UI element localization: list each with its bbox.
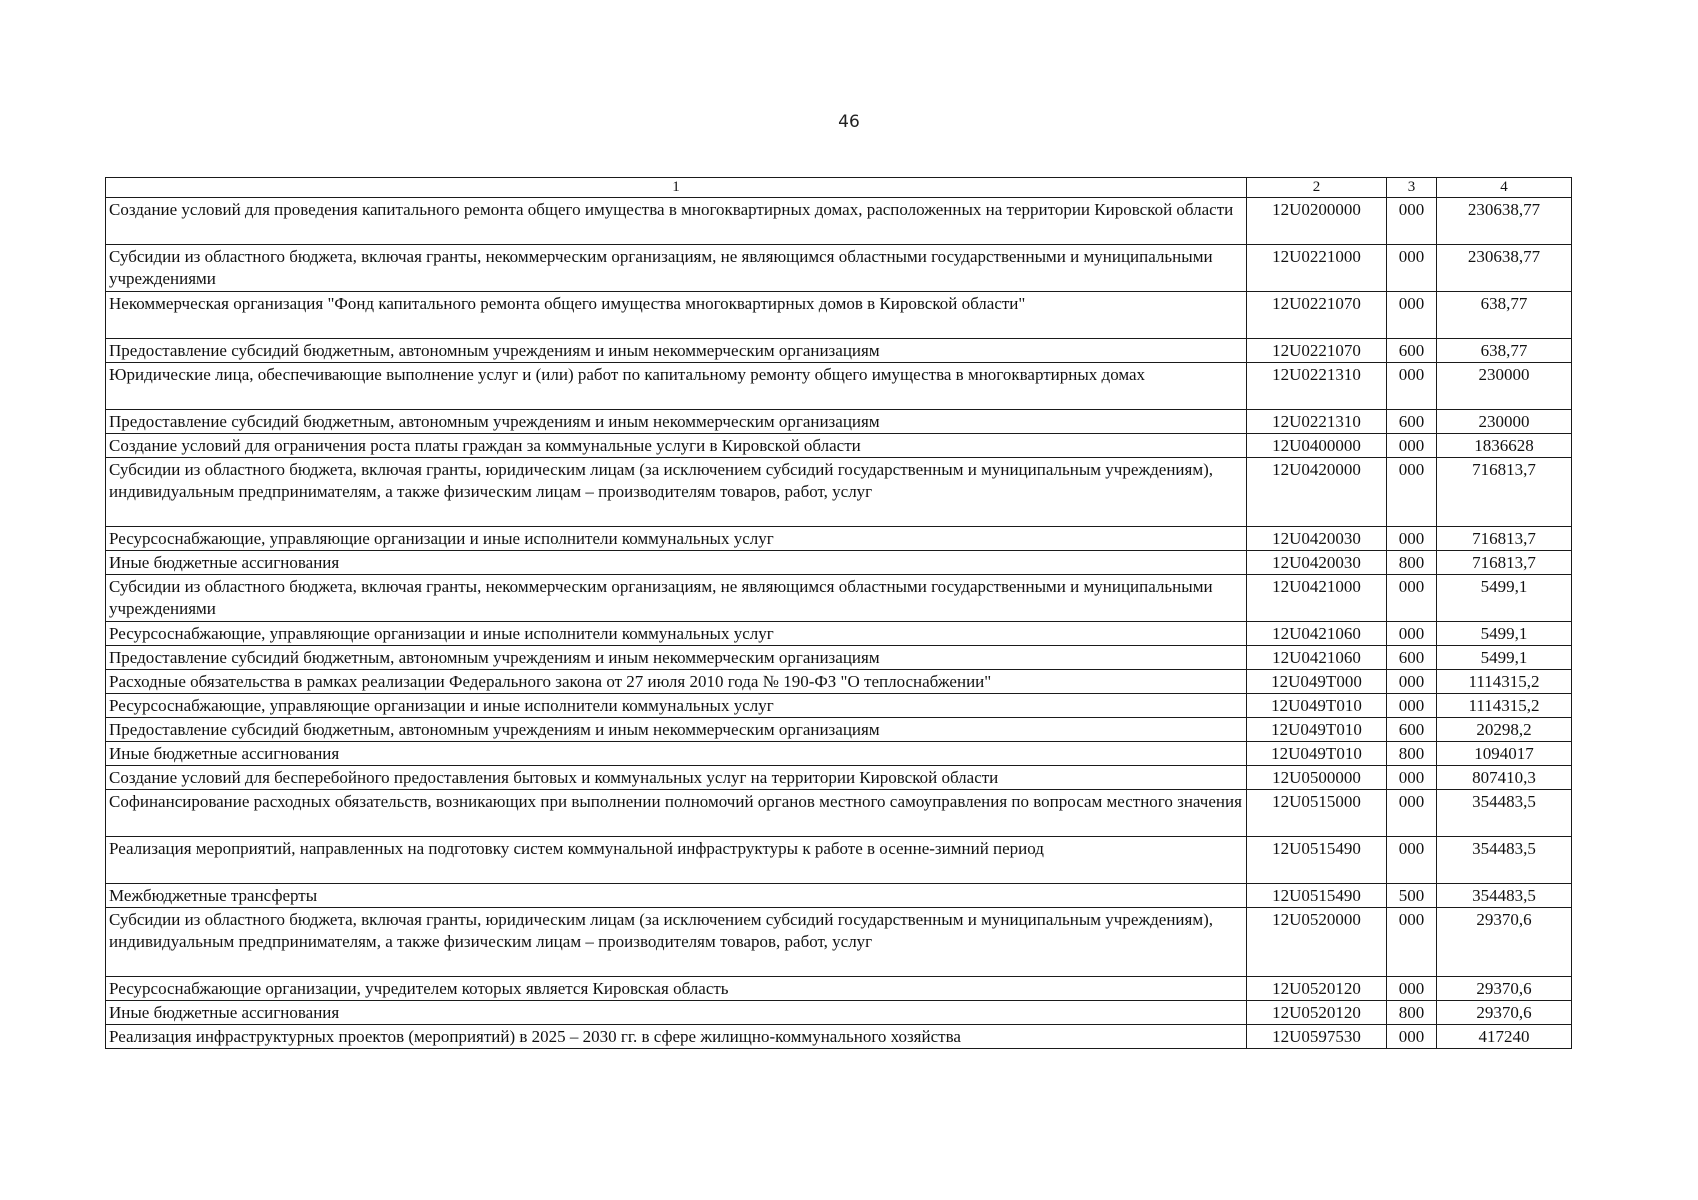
row-code: 12U0221070 (1247, 339, 1387, 363)
row-name: Межбюджетные трансферты (106, 884, 1247, 908)
table-row (106, 646, 1572, 670)
row-code: 12U0221070 (1247, 292, 1387, 339)
row-sum: 638,77 (1437, 292, 1572, 339)
row-code: 12U049T010 (1247, 718, 1387, 742)
row-expense-type: 000 (1387, 527, 1437, 551)
row-expense-type: 600 (1387, 646, 1437, 670)
table-row (106, 410, 1572, 434)
table-row (106, 527, 1572, 551)
row-sum: 29370,6 (1437, 977, 1572, 1001)
row-sum: 354483,5 (1437, 837, 1572, 884)
row-name: Ресурсоснабжающие, управляющие организации и иные исполнители коммунальных услуг (106, 622, 1247, 646)
table-row (106, 551, 1572, 575)
row-sum: 1836628 (1437, 434, 1572, 458)
row-expense-type: 000 (1387, 908, 1437, 977)
row-sum: 5499,1 (1437, 575, 1572, 622)
row-expense-type: 000 (1387, 790, 1437, 837)
row-code: 12U0420030 (1247, 551, 1387, 575)
table-row (106, 339, 1572, 363)
row-expense-type: 000 (1387, 694, 1437, 718)
row-sum: 638,77 (1437, 339, 1572, 363)
table-row (106, 670, 1572, 694)
table-row (106, 908, 1572, 977)
row-name: Софинансирование расходных обязательств, возникающих при выполнении полномочий органов местного самоуправления по вопросам местного значения (106, 790, 1247, 837)
row-name: Иные бюджетные ассигнования (106, 742, 1247, 766)
row-sum: 1114315,2 (1437, 694, 1572, 718)
row-code: 12U049T010 (1247, 694, 1387, 718)
row-code: 12U0221000 (1247, 245, 1387, 292)
table-row (106, 718, 1572, 742)
row-name: Предоставление субсидий бюджетным, автономным учреждениям и иным некоммерческим организациям (106, 718, 1247, 742)
header-row (106, 178, 1572, 198)
row-code: 12U049T000 (1247, 670, 1387, 694)
row-name: Предоставление субсидий бюджетным, автономным учреждениям и иным некоммерческим организациям (106, 646, 1247, 670)
row-sum: 230638,77 (1437, 198, 1572, 245)
row-name: Некоммерческая организация "Фонд капитального ремонта общего имущества многоквартирных домов в Кировской области" (106, 292, 1247, 339)
row-code: 12U0421060 (1247, 622, 1387, 646)
row-expense-type: 000 (1387, 977, 1437, 1001)
row-expense-type: 000 (1387, 434, 1437, 458)
table-row (106, 694, 1572, 718)
row-sum: 29370,6 (1437, 1001, 1572, 1025)
row-code: 12U0515490 (1247, 837, 1387, 884)
table-row (106, 977, 1572, 1001)
row-code: 12U0515490 (1247, 884, 1387, 908)
row-code: 12U0597530 (1247, 1025, 1387, 1049)
row-expense-type: 500 (1387, 884, 1437, 908)
row-name: Создание условий для проведения капитального ремонта общего имущества в многоквартирных домах, расположенных на территории Кировской области (106, 198, 1247, 245)
row-name: Создание условий для ограничения роста платы граждан за коммунальные услуги в Кировской области (106, 434, 1247, 458)
table-row (106, 198, 1572, 245)
row-name: Ресурсоснабжающие организации, учредителем которых является Кировская область (106, 977, 1247, 1001)
row-sum: 1094017 (1437, 742, 1572, 766)
row-code: 12U0400000 (1247, 434, 1387, 458)
table-row (106, 1025, 1572, 1049)
row-code: 12U0421060 (1247, 646, 1387, 670)
row-code: 12U0420030 (1247, 527, 1387, 551)
row-name: Ресурсоснабжающие, управляющие организации и иные исполнители коммунальных услуг (106, 694, 1247, 718)
row-sum: 807410,3 (1437, 766, 1572, 790)
row-code: 12U0520120 (1247, 977, 1387, 1001)
row-expense-type: 800 (1387, 1001, 1437, 1025)
row-code: 12U0520120 (1247, 1001, 1387, 1025)
page-number: 46 (838, 112, 860, 132)
table-row (106, 292, 1572, 339)
row-expense-type: 000 (1387, 245, 1437, 292)
row-sum: 20298,2 (1437, 718, 1572, 742)
row-name: Юридические лица, обеспечивающие выполнение услуг и (или) работ по капитальному ремонту общего имущества в многоквартирных домах (106, 363, 1247, 410)
row-name: Иные бюджетные ассигнования (106, 1001, 1247, 1025)
header-col-1: 1 (106, 178, 1247, 198)
row-sum: 5499,1 (1437, 622, 1572, 646)
table-row (106, 766, 1572, 790)
row-sum: 29370,6 (1437, 908, 1572, 977)
header-col-2: 2 (1247, 178, 1387, 198)
row-expense-type: 800 (1387, 742, 1437, 766)
row-expense-type: 000 (1387, 292, 1437, 339)
row-code: 12U0420000 (1247, 458, 1387, 527)
row-expense-type: 000 (1387, 198, 1437, 245)
row-sum: 230000 (1437, 410, 1572, 434)
budget-table (105, 177, 1572, 1049)
row-name: Предоставление субсидий бюджетным, автономным учреждениям и иным некоммерческим организациям (106, 339, 1247, 363)
table-row (106, 245, 1572, 292)
row-expense-type: 000 (1387, 1025, 1437, 1049)
table-row (106, 884, 1572, 908)
row-sum: 417240 (1437, 1025, 1572, 1049)
row-expense-type: 000 (1387, 766, 1437, 790)
row-sum: 716813,7 (1437, 527, 1572, 551)
row-expense-type: 000 (1387, 458, 1437, 527)
row-name: Реализация инфраструктурных проектов (мероприятий) в 2025 – 2030 гг. в сфере жилищно-коммунального хозяйства (106, 1025, 1247, 1049)
row-code: 12U0221310 (1247, 363, 1387, 410)
table-row (106, 742, 1572, 766)
table-row (106, 575, 1572, 622)
row-sum: 716813,7 (1437, 551, 1572, 575)
row-sum: 354483,5 (1437, 790, 1572, 837)
row-code: 12U0520000 (1247, 908, 1387, 977)
row-code: 12U0200000 (1247, 198, 1387, 245)
row-sum: 230638,77 (1437, 245, 1572, 292)
row-name: Расходные обязательства в рамках реализации Федерального закона от 27 июля 2010 года № 190-ФЗ "О теплоснабжении" (106, 670, 1247, 694)
header-col-4: 4 (1437, 178, 1572, 198)
table-row (106, 1001, 1572, 1025)
row-sum: 354483,5 (1437, 884, 1572, 908)
row-name: Субсидии из областного бюджета, включая гранты, некоммерческим организациям, не являющимся областными государственными и муниципальными учреждениями (106, 245, 1247, 292)
row-sum: 5499,1 (1437, 646, 1572, 670)
row-expense-type: 600 (1387, 718, 1437, 742)
row-name: Создание условий для бесперебойного предоставления бытовых и коммунальных услуг на территории Кировской области (106, 766, 1247, 790)
row-expense-type: 800 (1387, 551, 1437, 575)
table-row (106, 363, 1572, 410)
row-expense-type: 000 (1387, 622, 1437, 646)
row-sum: 230000 (1437, 363, 1572, 410)
row-code: 12U0421000 (1247, 575, 1387, 622)
row-expense-type: 600 (1387, 410, 1437, 434)
row-name: Иные бюджетные ассигнования (106, 551, 1247, 575)
row-name: Предоставление субсидий бюджетным, автономным учреждениям и иным некоммерческим организациям (106, 410, 1247, 434)
table-row (106, 434, 1572, 458)
row-code: 12U0500000 (1247, 766, 1387, 790)
table-row (106, 458, 1572, 527)
row-expense-type: 000 (1387, 363, 1437, 410)
table-row (106, 837, 1572, 884)
row-code: 12U049T010 (1247, 742, 1387, 766)
row-name: Субсидии из областного бюджета, включая гранты, некоммерческим организациям, не являющимся областными государственными и муниципальными учреждениями (106, 575, 1247, 622)
row-expense-type: 600 (1387, 339, 1437, 363)
row-name: Ресурсоснабжающие, управляющие организации и иные исполнители коммунальных услуг (106, 527, 1247, 551)
row-expense-type: 000 (1387, 670, 1437, 694)
row-expense-type: 000 (1387, 837, 1437, 884)
row-code: 12U0221310 (1247, 410, 1387, 434)
row-name: Реализация мероприятий, направленных на подготовку систем коммунальной инфраструктуры к работе в осенне-зимний период (106, 837, 1247, 884)
row-sum: 716813,7 (1437, 458, 1572, 527)
row-name: Субсидии из областного бюджета, включая гранты, юридическим лицам (за исключением субсидий государственным и муниципальным учреждениям), индивидуальным предпринимателям, а также физическим лицам – производителям товаров, работ, услуг (106, 908, 1247, 977)
row-name: Субсидии из областного бюджета, включая гранты, юридическим лицам (за исключением субсидий государственным и муниципальным учреждениям), индивидуальным предпринимателям, а также физическим лицам – производителям товаров, работ, услуг (106, 458, 1247, 527)
row-sum: 1114315,2 (1437, 670, 1572, 694)
table-row (106, 622, 1572, 646)
header-col-3: 3 (1387, 178, 1437, 198)
row-expense-type: 000 (1387, 575, 1437, 622)
table-row (106, 790, 1572, 837)
row-code: 12U0515000 (1247, 790, 1387, 837)
